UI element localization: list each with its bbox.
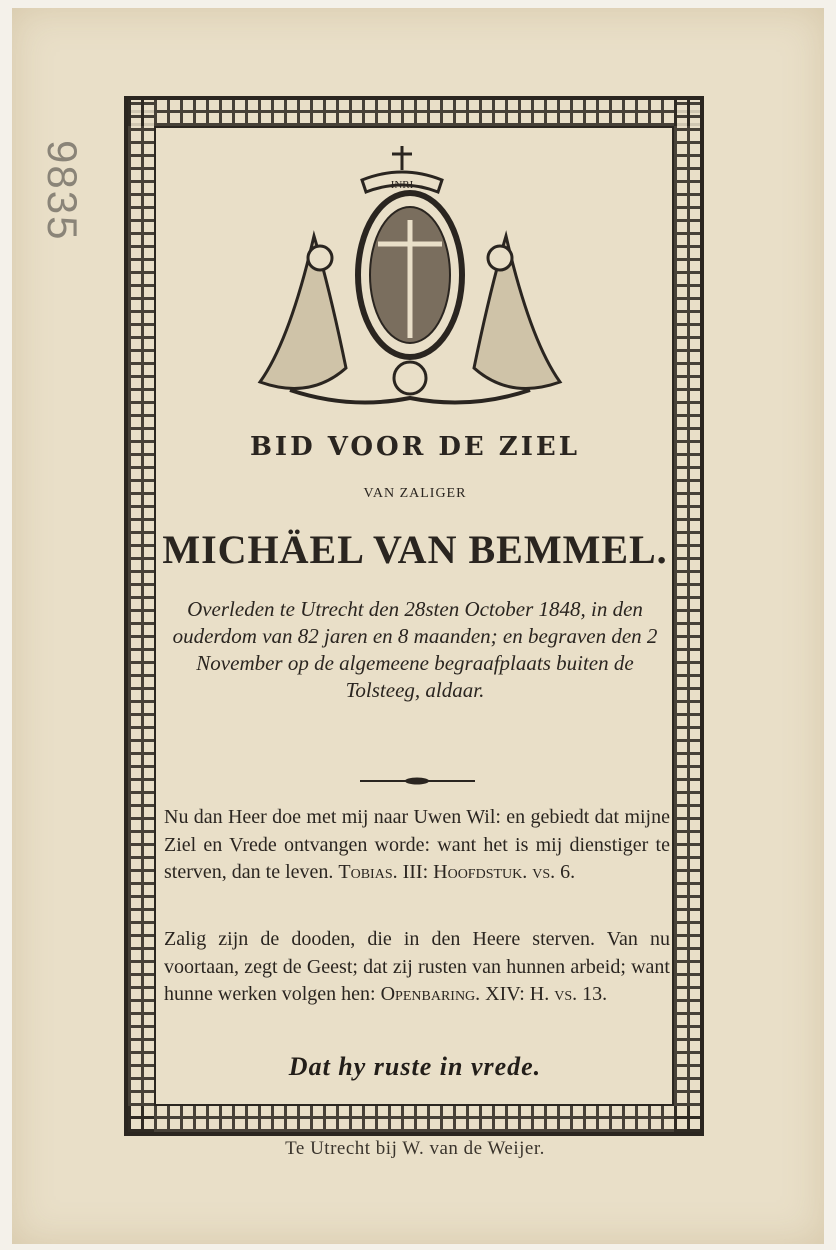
- ornamental-rule-icon: [360, 776, 475, 786]
- inri-label: INRI: [390, 179, 414, 191]
- verse-openbaring-source: Openbaring. XIV: H. vs. 13.: [380, 983, 608, 1005]
- van-zaliger-line: VAN ZALIGER: [363, 486, 467, 501]
- printer-imprint: Te Utrecht bij W. van de Weijer.: [285, 1138, 545, 1159]
- border-top: [128, 100, 700, 126]
- border-right: [674, 100, 700, 1132]
- border-left: [128, 100, 154, 1132]
- verse-tobias: [164, 804, 670, 887]
- closing-prayer: Dat hy ruste in vrede.: [288, 1052, 542, 1081]
- obituary-text: Overleden te Utrecht den 28sten October 1848, in den ouderdom van 82 jaren en 8 maanden; en begraven den 2 November op de algemeene begraafplaats buiten de Tolsteeg, aldaar.: [172, 597, 658, 702]
- crucifix-angels-emblem-icon: [250, 140, 580, 425]
- verse-tobias-source: Tobias. III: Hoofdstuk. vs. 6.: [338, 861, 576, 883]
- verse-openbaring: [164, 926, 670, 1009]
- verse-tobias-text: Nu dan Heer doe met mij naar Uwen Wil: en gebiedt dat mijne Ziel en Vrede ontvangen worde: want het is mij dienstiger te sterven, dan te leven.: [164, 806, 670, 883]
- border-bottom: [128, 1106, 700, 1132]
- deceased-name: MICHÄEL VAN BEMMEL.: [162, 527, 668, 572]
- pencil-note: 9835: [39, 140, 86, 242]
- verse-openbaring-text: Zalig zijn de dooden, die in den Heere sterven. Van nu voortaan, zegt de Geest; dat zij rusten van hunnen arbeid; want hunne werken volgen hen:: [164, 928, 670, 1005]
- bid-voor-de-ziel-heading: BID VOOR DE ZIEL: [249, 432, 581, 462]
